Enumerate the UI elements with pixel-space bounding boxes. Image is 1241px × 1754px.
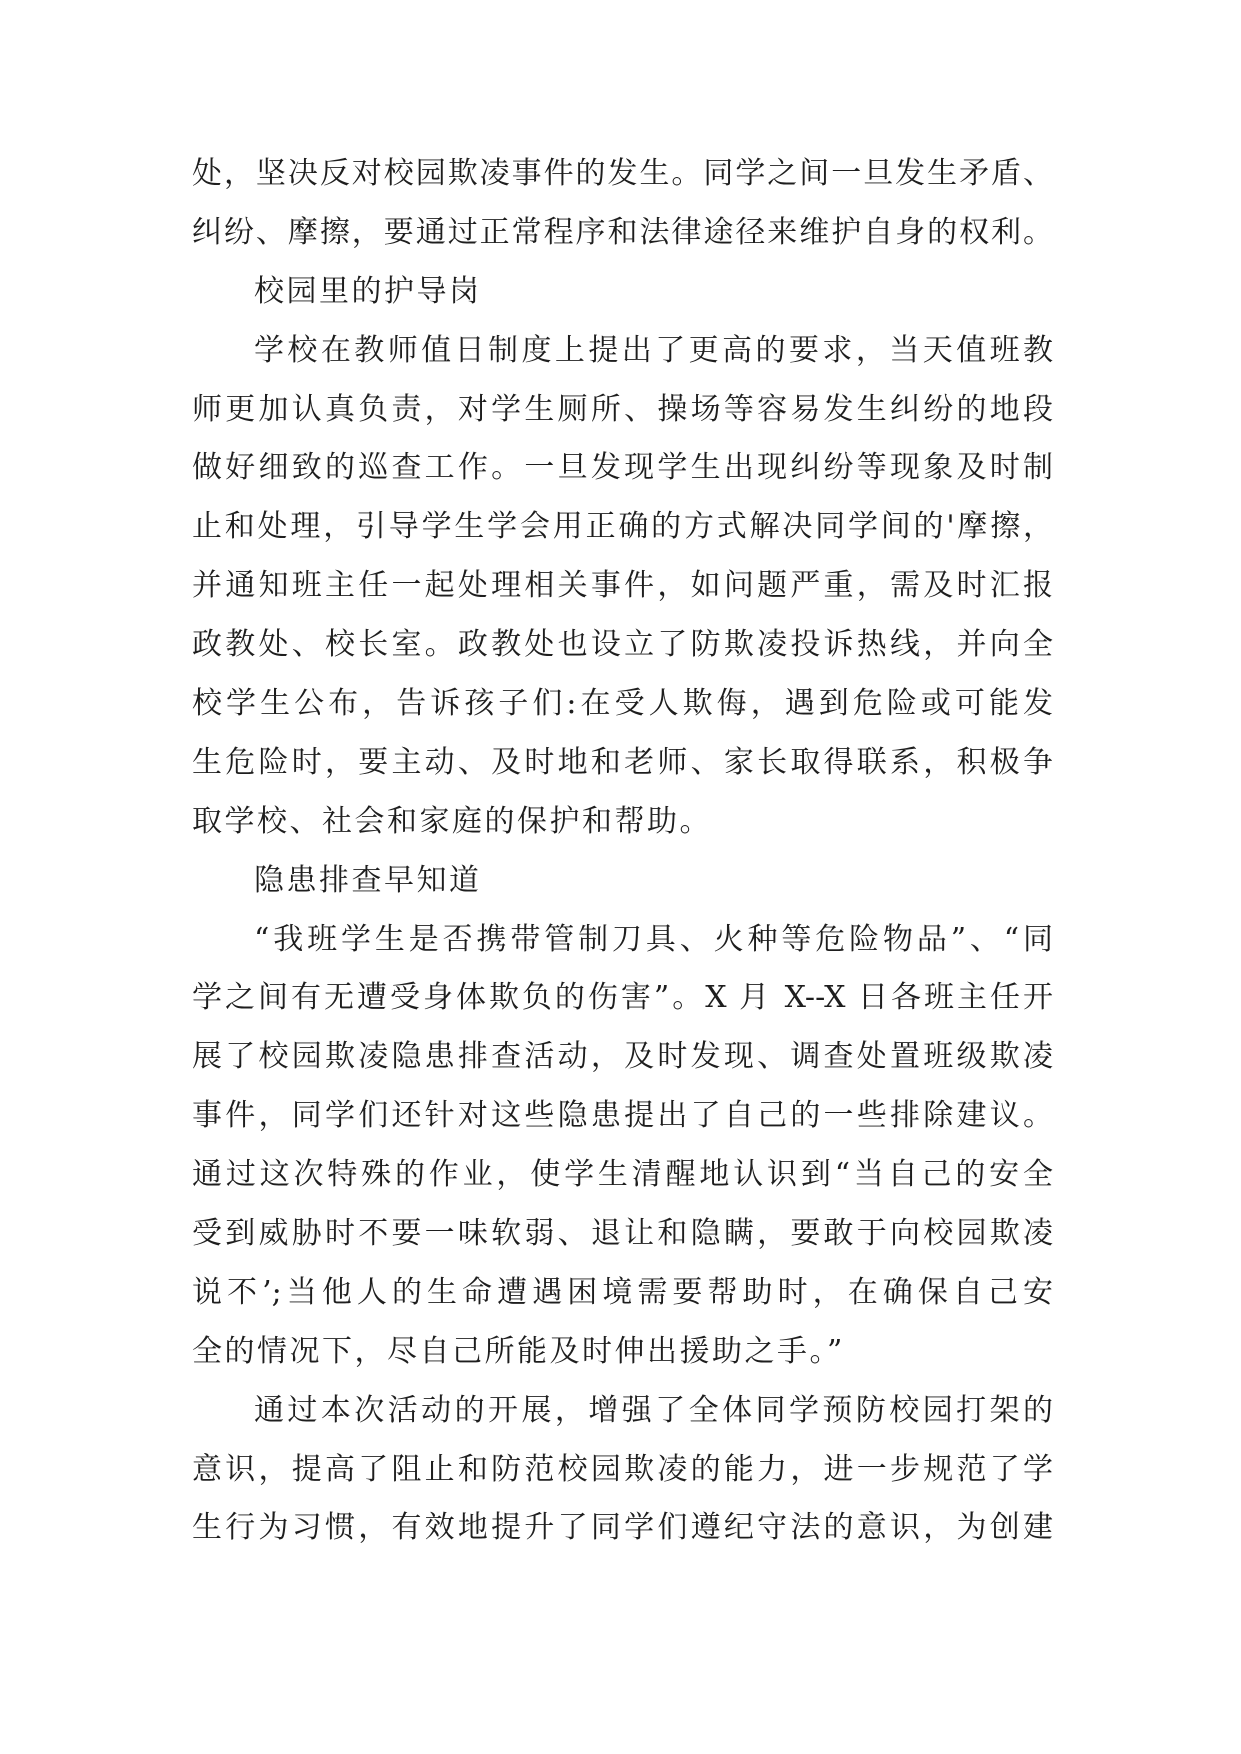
text-line: 止和处理，引导学生学会用正确的方式解决同学间的'摩擦， [192,509,1053,545]
paragraph [192,322,1053,852]
text-line: 做好细致的巡查工作。一旦发现学生出现纠纷等现象及时制 [192,450,1053,486]
text-line: 全的情况下，尽自己所能及时伸出援助之手。” [192,1333,845,1369]
text-line: 说不’;当他人的生命遭遇困境需要帮助时，在确保自己安 [192,1274,1053,1310]
text-line: 取学校、社会和家庭的保护和帮助。 [192,803,712,839]
text-line: 受到威胁时不要一味软弱、退让和隐瞒，要敢于向校园欺凌 [192,1216,1053,1252]
text-line: 师更加认真负责，对学生厕所、操场等容易发生纠纷的地段 [192,391,1053,427]
text-line: 事件，同学们还针对这些隐患提出了自己的一些排除建议。 [192,1098,1053,1134]
section-screening [192,852,1053,1382]
section-heading: 校园里的护导岗 [254,273,482,309]
section-heading: 隐患排查早知道 [254,862,482,898]
text-line: 生行为习惯，有效地提升了同学们遵纪守法的意识，为创建 [192,1510,1053,1546]
text-line: 校学生公布，告诉孩子们:在受人欺侮，遇到危险或可能发 [192,686,1053,722]
text-line: 通过这次特殊的作业，使学生清醒地认识到“当自己的安全 [192,1157,1053,1193]
text-line: 学之间有无遭受身体欺负的伤害”。X 月 X--X 日各班主任开 [192,980,1053,1016]
document-body [192,145,1053,1558]
paragraph-intro [192,145,1053,263]
text-line: “我班学生是否携带管制刀具、火种等危险物品”、“同 [254,921,1053,957]
text-line: 学校在教师值日制度上提出了更高的要求，当天值班教 [254,332,1053,368]
paragraph [192,911,1053,1382]
text-line: 通过本次活动的开展，增强了全体同学预防校园打架的 [254,1392,1053,1428]
paragraph-closing [192,1382,1053,1559]
text-line: 意识，提高了阻止和防范校园欺凌的能力，进一步规范了学 [192,1451,1053,1487]
text-line: 并通知班主任一起处理相关事件，如问题严重，需及时汇报 [192,568,1053,604]
text-line: 政教处、校长室。政教处也设立了防欺凌投诉热线，并向全 [192,627,1053,663]
text-line: 纠纷、摩擦，要通过正常程序和法律途径来维护自身的权利。 [192,214,1053,250]
text-line: 展了校园欺凌隐患排查活动，及时发现、调查处置班级欺凌 [192,1039,1053,1075]
section-patrol [192,263,1053,852]
text-line: 生危险时，要主动、及时地和老师、家长取得联系，积极争 [192,744,1053,780]
text-line: 处，坚决反对校园欺凌事件的发生。同学之间一旦发生矛盾、 [192,156,1053,191]
